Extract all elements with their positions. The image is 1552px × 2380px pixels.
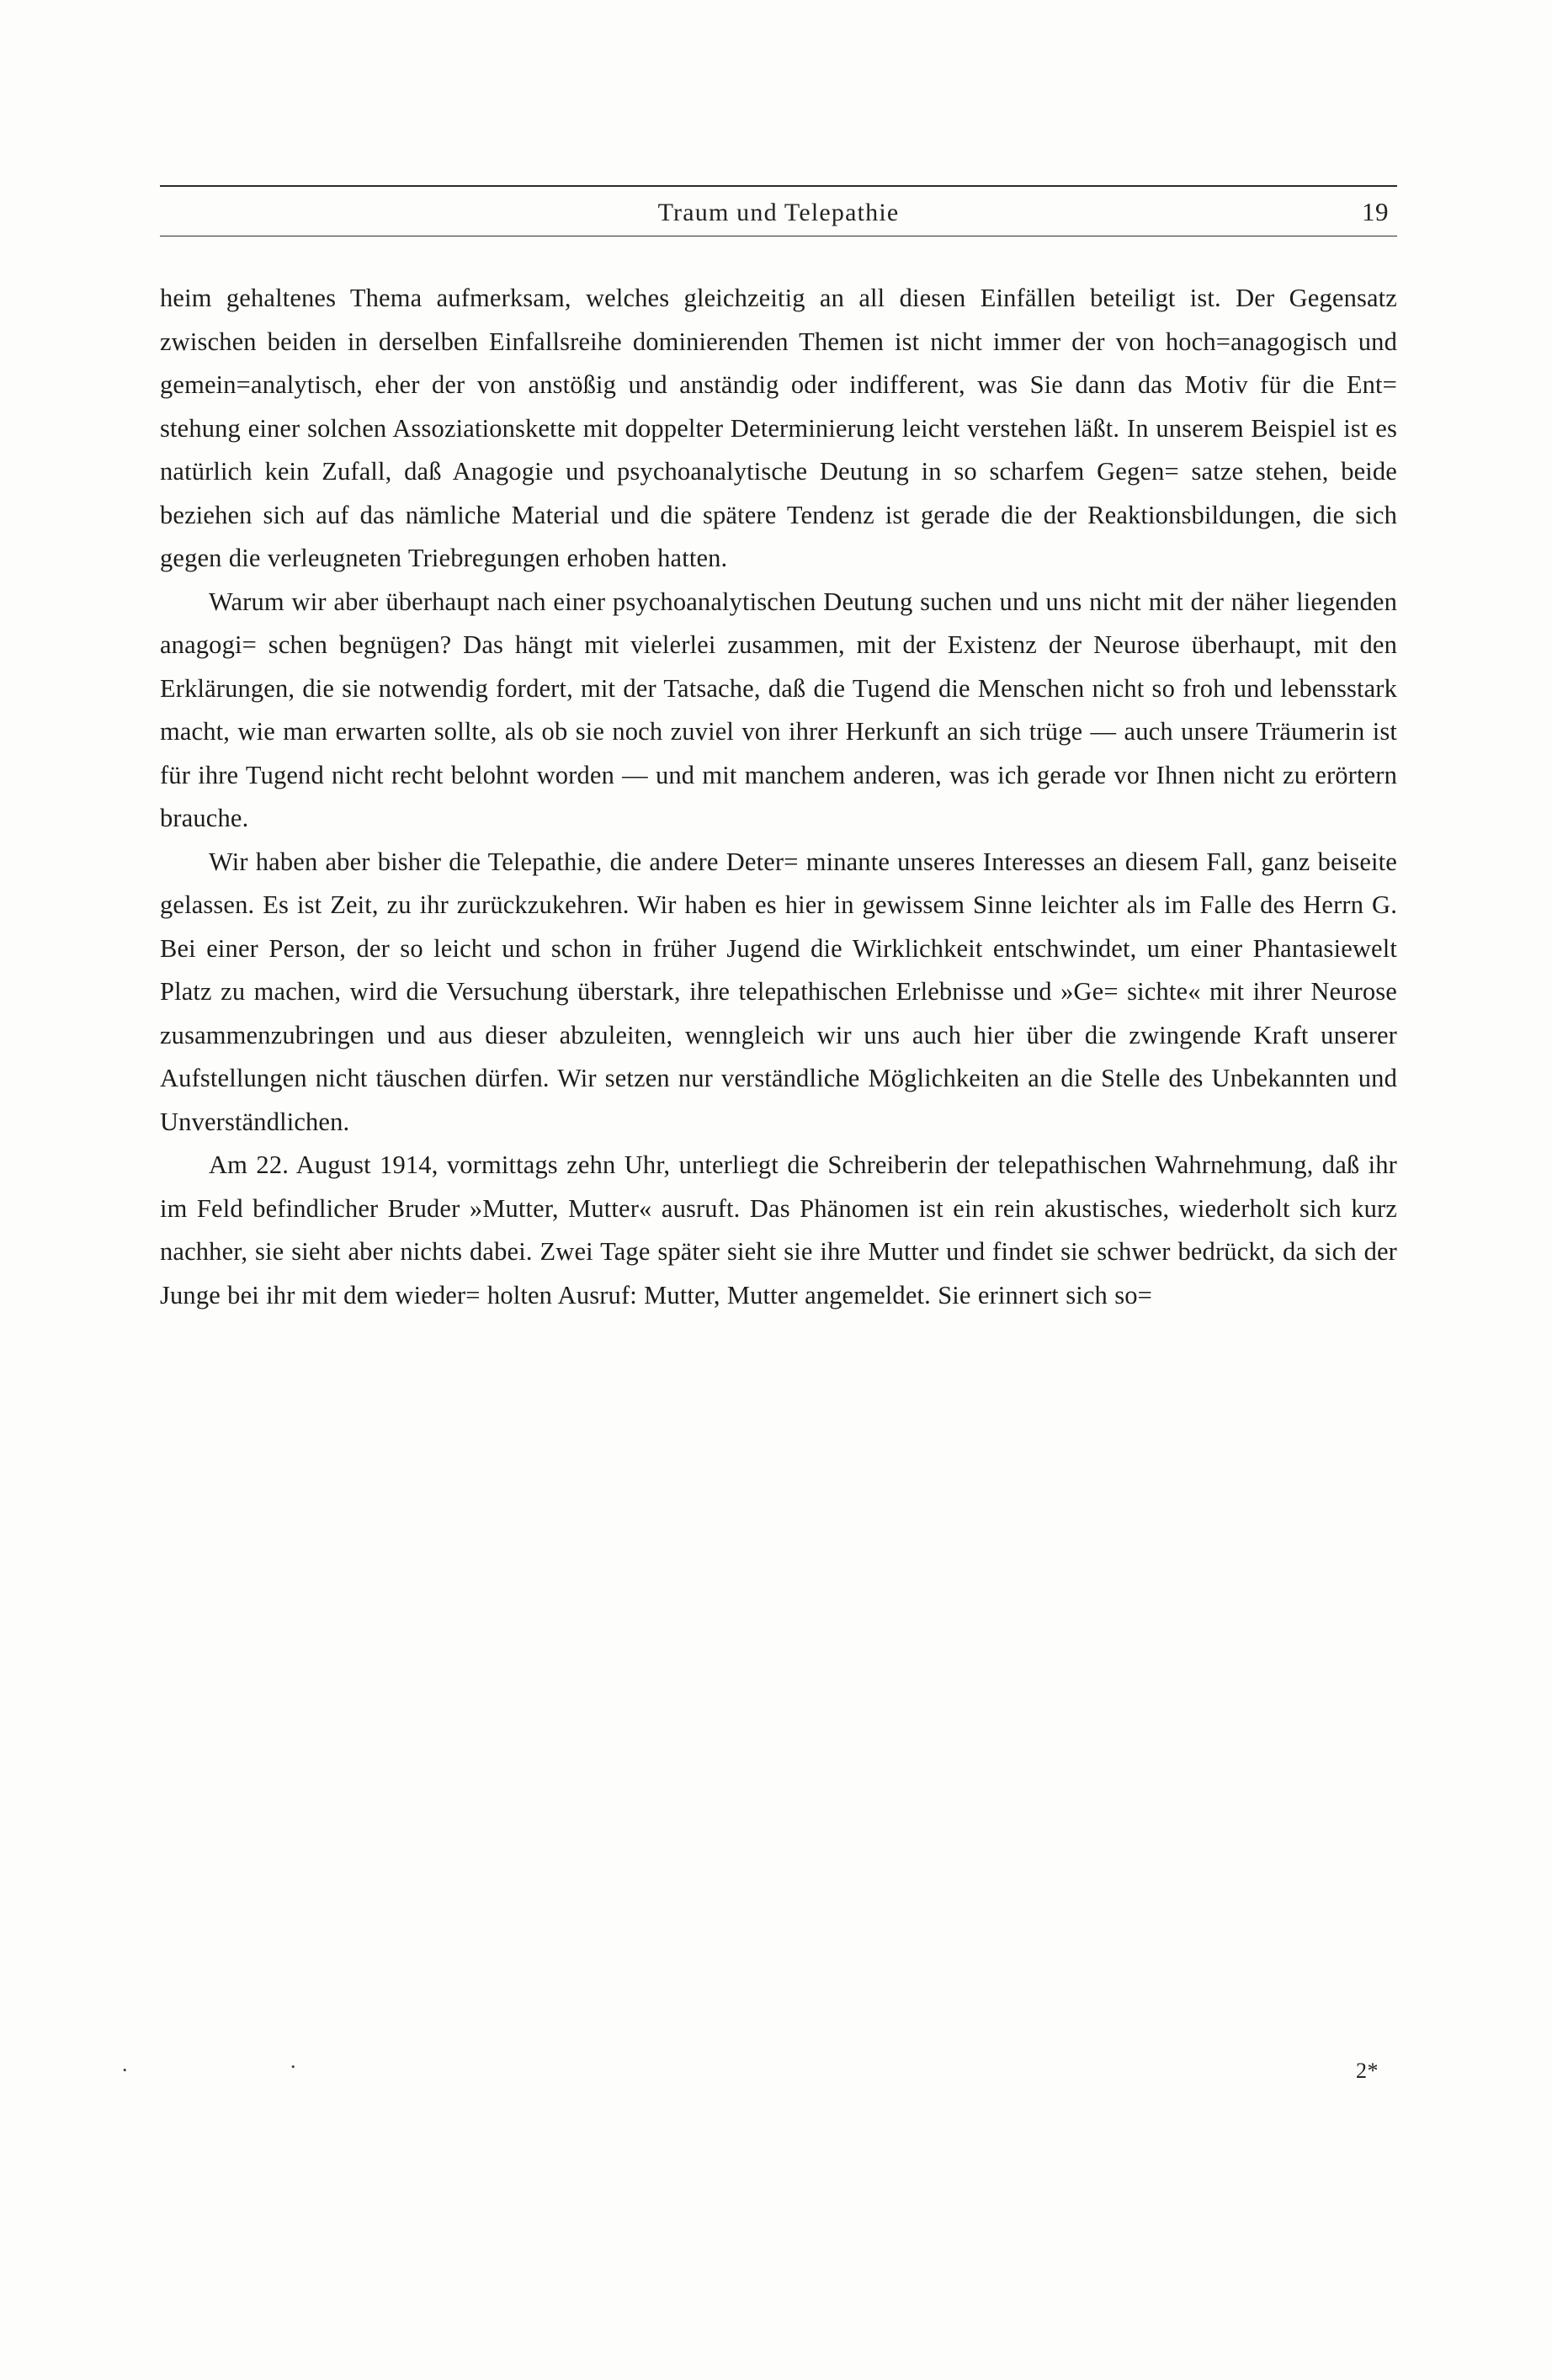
page-footer [122, 2047, 1397, 2097]
margin-dot-mid: . [290, 2048, 296, 2073]
page-content [160, 185, 1397, 1317]
paragraph-1: heim gehaltenes Thema aufmerksam, welches gleichzeitig an all diesen Einfällen beteiligt ist. Der Gegensatz zwischen beiden in derselben Einfallsreihe dominierenden Themen ist nicht immer der von hoch=anagogisch und gemein=analytisch, eher der von anstößig und anständig oder indifferent, was Sie dann das Motiv für die Ent= stehung einer solchen Assoziationskette mit doppelter Determinierung leicht verstehen läßt. In unserem Beispiel ist es natürlich kein Zufall, daß Anagogie und psychoanalytische Deutung in so scharfem Gegen= satze stehen, beide beziehen sich auf das nämliche Material und die spätere Tendenz ist gerade die der Reaktionsbildungen, die sich gegen die verleugneten Triebregungen erhoben hatten. [160, 284, 1397, 572]
running-head-title: Traum und Telepathie [657, 199, 900, 226]
paragraph-3: Wir haben aber bisher die Telepathie, die andere Deter= minante unseres Interesses an diesem Fall, ganz beiseite gelassen. Es ist Zeit, zu ihr zurückzukehren. Wir haben es hier in gewissem Sinne leichter als im Falle des Herrn G. Bei einer Person, der so leicht und schon in früher Jugend die Wirklichkeit entschwindet, um einer Phantasiewelt Platz zu machen, wird die Versuchung überstark, ihre telepathischen Erlebnisse und »Ge= sichte« mit ihrer Neurose zusammenzubringen und aus dieser abzuleiten, wenngleich wir uns auch hier über die zwingende Kraft unserer Aufstellungen nicht täuschen dürfen. Wir setzen nur verständliche Möglichkeiten an die Stelle des Unbekannten und Unverständlichen. [160, 847, 1397, 1136]
paragraph-4: Am 22. August 1914, vormittags zehn Uhr, unterliegt die Schreiberin der telepathischen Wahrnehmung, daß ihr im Feld befindlicher Bruder »Mutter, Mutter« ausruft. Das Phänomen ist ein rein akustisches, wiederholt sich kurz nachher, sie sieht aber nichts dabei. Zwei Tage später sieht sie ihre Mutter und findet sie schwer bedrückt, da sich der Junge bei ihr mit dem wieder= holten Ausruf: Mutter, Mutter angemeldet. Sie erinnert sich so= [160, 1150, 1397, 1310]
signature-mark: 2* [1356, 2059, 1379, 2083]
paragraph-2: Warum wir aber überhaupt nach einer psychoanalytischen Deutung suchen und uns nicht mit der näher liegenden anagogi= schen begnügen? Das hängt mit vielerlei zusammen, mit der Existenz der Neurose überhaupt, mit den Erklärungen, die sie notwendig fordert, mit der Tatsache, daß die Tugend die Menschen nicht so froh und lebensstark macht, wie man erwarten sollte, als ob sie noch zuviel von ihrer Herkunft an sich trüge — auch unsere Träumerin ist für ihre Tugend nicht recht belohnt worden — und mit manchem anderen, was ich gerade vor Ihnen nicht zu erörtern brauche. [160, 587, 1397, 832]
body-text [160, 277, 1397, 1317]
page-number: 19 [1362, 197, 1389, 226]
running-head [160, 187, 1397, 236]
margin-dot-left: . [122, 2052, 128, 2076]
